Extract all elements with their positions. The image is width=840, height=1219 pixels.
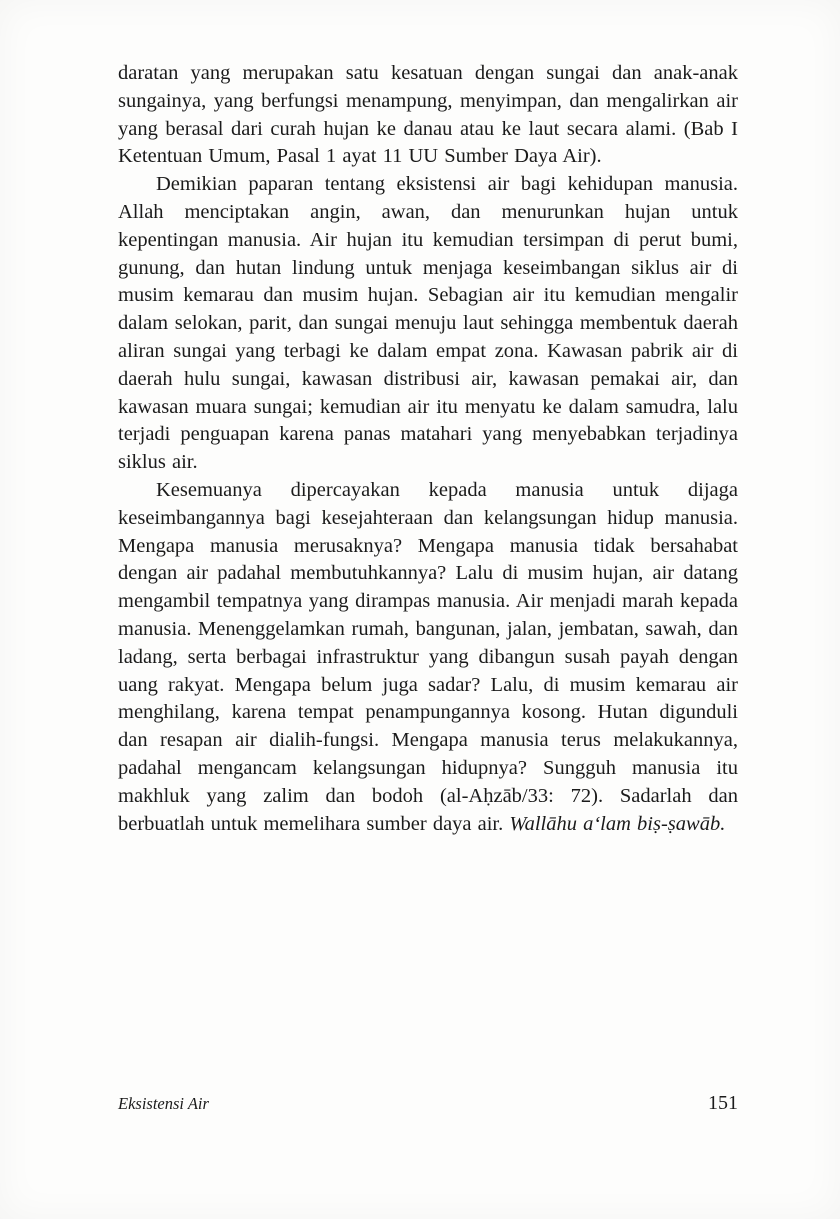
paragraph-closing bbox=[118, 477, 738, 838]
paragraph-closing-text: Kesemuanya dipercayakan kepada manusia untuk dijaga keseimbangannya bagi kesejahteraan dan kelangsungan hidup manusia. Mengapa manusia merusaknya? Mengapa manusia tidak bersahabat dengan air padahal membutuhkannya? Lalu di musim hujan, air datang mengambil tempatnya yang dirampas manusia. Air menjadi marah kepada manusia. Menenggelamkan rumah, bangunan, jalan, jembatan, sawah, dan ladang, serta berbagai infrastruktur yang dibangun susah payah dengan uang rakyat. Mengapa belum juga sadar? Lalu, di musim kemarau air menghilang, karena tempat penampungannya kosong. Hutan digunduli dan resapan air dialih-fungsi. Mengapa manusia terus melakukannya, padahal mengancam kelangsungan hidupnya? Sungguh manusia itu makhluk yang zalim dan bodoh (al-Aḥzāb/33: 72). Sadarlah dan berbuatlah untuk memelihara sumber daya air. bbox=[118, 478, 738, 835]
page-number: 151 bbox=[708, 1092, 738, 1114]
page-content bbox=[118, 60, 738, 838]
paragraph-water-cycle: Demikian paparan tentang eksistensi air bagi kehidupan manusia. Allah menciptakan angin, awan, dan menurunkan hujan untuk kepentingan manusia. Air hujan itu kemudian tersimpan di perut bumi, gunung, dan hutan lindung untuk menjaga keseimbangan siklus air di musim kemarau dan musim hujan. Sebagian air itu kemudian mengalir dalam selokan, parit, dan sungai menuju laut sehingga membentuk daerah aliran sungai yang terbagi ke dalam empat zona. Kawasan pabrik air di daerah hulu sungai, kawasan distribusi air, kawasan pemakai air, dan kawasan muara sungai; kemudian air itu menyatu ke dalam samudra, lalu terjadi penguapan karena panas matahari yang menyebabkan terjadinya siklus air. bbox=[118, 173, 738, 474]
paragraph-continuation: daratan yang merupakan satu kesatuan dengan sungai dan anak-anak sungainya, yang berfungsi menampung, menyimpan, dan mengalirkan air yang berasal dari curah hujan ke danau atau ke laut secara alami. (Bab I Ketentuan Umum, Pasal 1 ayat 11 UU Sumber Daya Air). bbox=[118, 62, 738, 168]
closing-arabic-phrase: Wallāhu a‘lam biṣ-ṣawāb. bbox=[509, 812, 726, 835]
page-footer bbox=[118, 1092, 738, 1115]
running-title: Eksistensi Air bbox=[118, 1094, 209, 1113]
